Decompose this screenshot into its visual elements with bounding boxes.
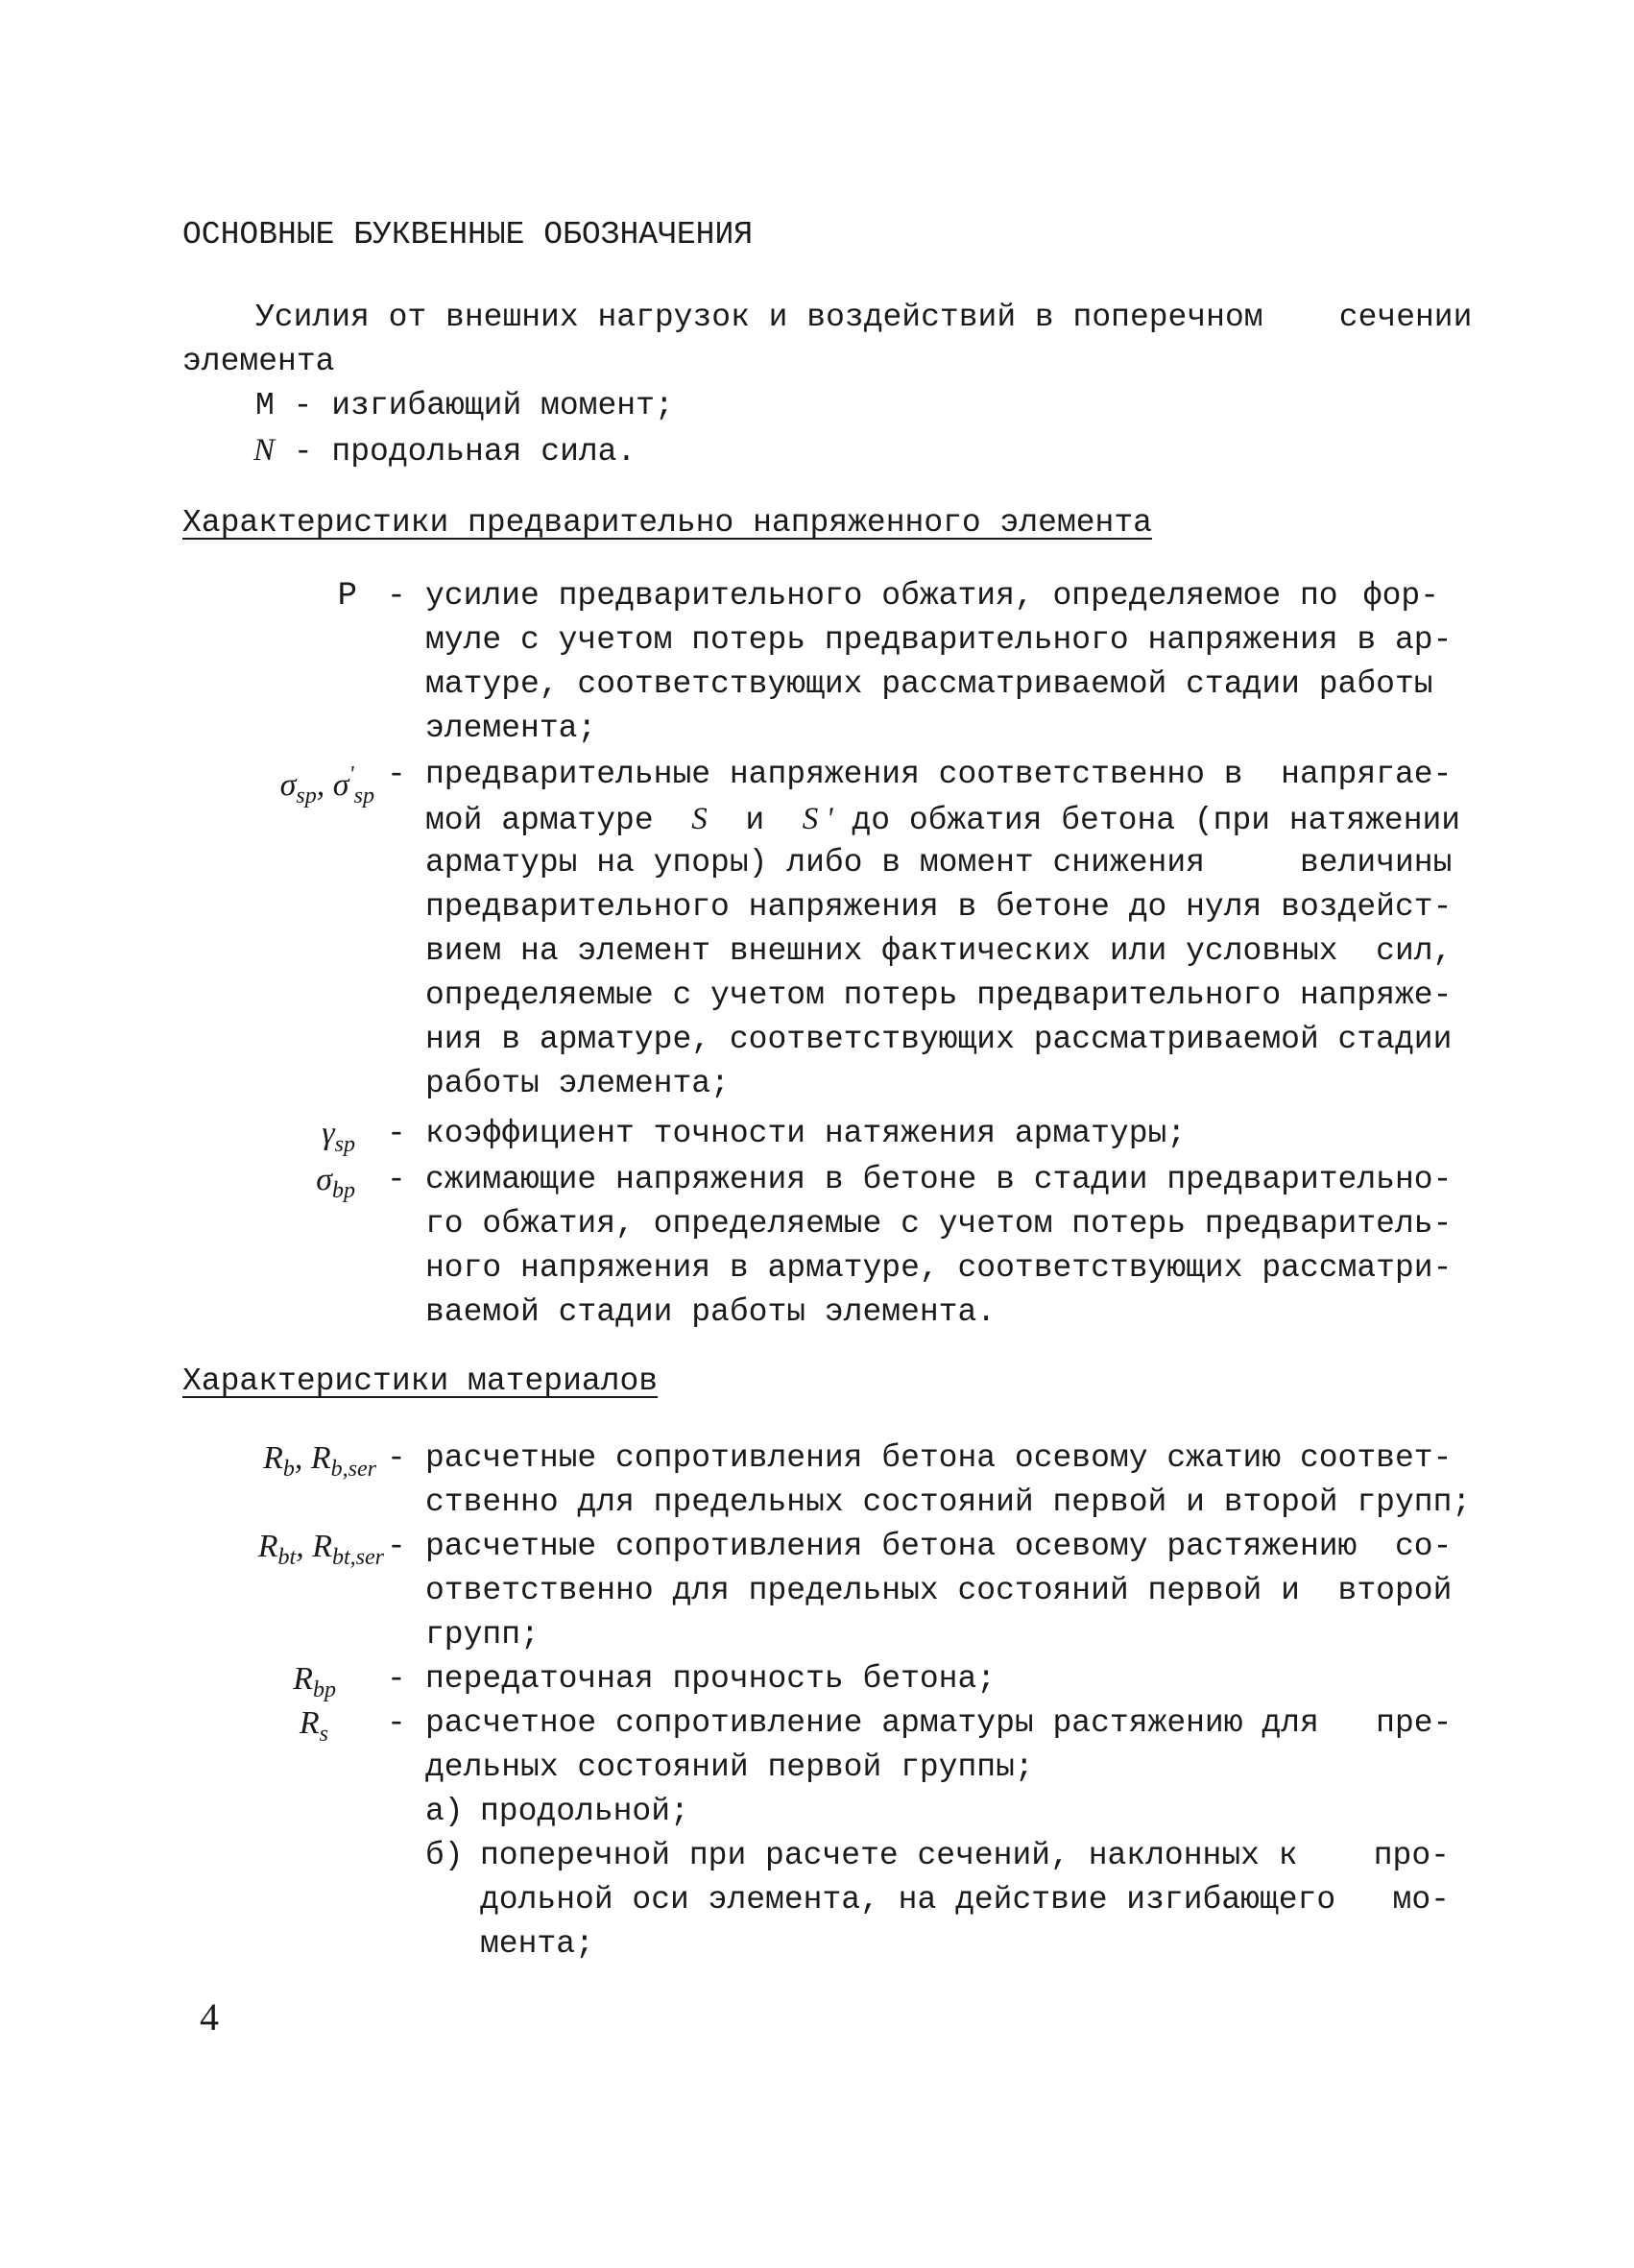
section-heading-materials: Характеристики материалов (182, 1363, 659, 1399)
symbol-p: P (337, 578, 357, 615)
normal-force-symbol: N (253, 433, 276, 468)
definition-line: мой арматуре S и S ' до обжатия бетона (при натяжении (425, 802, 1461, 838)
definition-line: расчетные сопротивления бетона осевому растяжению со- (425, 1529, 1453, 1564)
definition-line: определяемые с учетом потерь предварительного напряже- (425, 977, 1453, 1013)
definition-line: ваемой стадии работы элемента. (425, 1294, 997, 1330)
normal-force-text: - продольная сила. (275, 434, 637, 470)
moment-definition: М - изгибающий момент; (255, 388, 674, 423)
sub-item-a-marker: а) (425, 1794, 464, 1829)
definition-line: вием на элемент внешних фактических или условных сил, (425, 933, 1453, 969)
definition-line: дельных состояний первой группы; (425, 1749, 1034, 1785)
sub-item-b-marker: б) (425, 1838, 464, 1873)
normal-force-definition (253, 428, 636, 474)
definition-line: ственно для предельных состояний первой и второй групп; (425, 1484, 1472, 1520)
definition-line: расчетные сопротивления бетона осевому сжатию соответ- (425, 1440, 1453, 1476)
definition-line: усилие предварительного обжатия, определяемое по (425, 578, 1338, 614)
definition-line: работы элемента; (425, 1066, 730, 1101)
dash: - (387, 1529, 406, 1564)
page-number: 4 (200, 1995, 219, 2039)
definition-line: матуре, соответствующих рассматриваемой стадии работы (425, 666, 1433, 702)
intro-line-1: Усилия от внешних нагрузок и воздействий в поперечном сечении (255, 300, 1473, 335)
definition-line-end: фор- (1362, 578, 1439, 614)
definition-line: групп; (425, 1617, 540, 1653)
definition-line: предварительные напряжения соответственно в напрягае- (425, 757, 1453, 792)
section-heading-prestressed: Характеристики предварительно напряженного элемента (182, 505, 1152, 541)
symbol-rb-rbser: $R_b$, $R_{b,ser}$ (263, 1440, 376, 1482)
definition-line: дольной оси элемента, на действие изгибающего мо- (480, 1882, 1450, 1918)
definition-line: сжимающие напряжения в бетоне в стадии предварительно- (425, 1162, 1453, 1197)
definition-line: коэффициент точности натяжения арматуры; (425, 1116, 1187, 1151)
intro-line-2: элемента (182, 344, 335, 379)
page-title: ОСНОВНЫЕ БУКВЕННЫЕ ОБОЗНАЧЕНИЯ (182, 217, 754, 253)
dash: - (387, 1162, 406, 1197)
dash: - (387, 1705, 406, 1741)
symbol-rbp: $R_{bp}$ (293, 1661, 336, 1702)
symbol-sigma-bp: $\sigma_{bp}$ (316, 1162, 355, 1203)
definition-line: предварительного напряжения в бетоне до нуля воздейст- (425, 889, 1453, 925)
sub-item-a-text: продольной; (480, 1794, 689, 1829)
definition-line: ответственно для предельных состояний первой и второй (425, 1573, 1453, 1608)
symbol-rs: $R_s$ (299, 1705, 328, 1747)
definition-line: поперечной при расчете сечений, наклонных к про- (480, 1838, 1450, 1873)
definition-line: элемента; (425, 711, 597, 746)
symbol-gamma-sp: $\gamma_{sp}$ (322, 1116, 355, 1157)
definition-line: го обжатия, определяемые с учетом потерь предваритель- (425, 1206, 1453, 1242)
definition-line: ного напряжения в арматуре, соответствующих рассматри- (425, 1250, 1453, 1286)
symbol-sigma-sp: $\sigma_{sp}$, $\sigma'_{sp}$ (279, 762, 374, 808)
dash: - (387, 1116, 406, 1151)
definition-line: арматуры на упоры) либо в момент снижения величины (425, 845, 1453, 881)
dash: - (387, 1661, 406, 1697)
symbol-rbt-rbtser: $R_{bt}$, $R_{bt,ser}$ (257, 1529, 384, 1570)
dash: - (387, 757, 406, 792)
symbol-s: S (691, 802, 708, 836)
definition-line: мента; (480, 1926, 594, 1962)
symbol-s-prime: S ' (802, 802, 833, 836)
definition-line: муле с учетом потерь предварительного напряжения в ар- (425, 622, 1453, 658)
dash: - (387, 1440, 406, 1476)
definition-line: ния в арматуре, соответствующих рассматриваемой стадии (425, 1022, 1453, 1057)
definition-line: расчетное сопротивление арматуры растяжению для пре- (425, 1705, 1453, 1741)
definition-line: передаточная прочность бетона; (425, 1661, 997, 1697)
dash: - (387, 578, 406, 614)
